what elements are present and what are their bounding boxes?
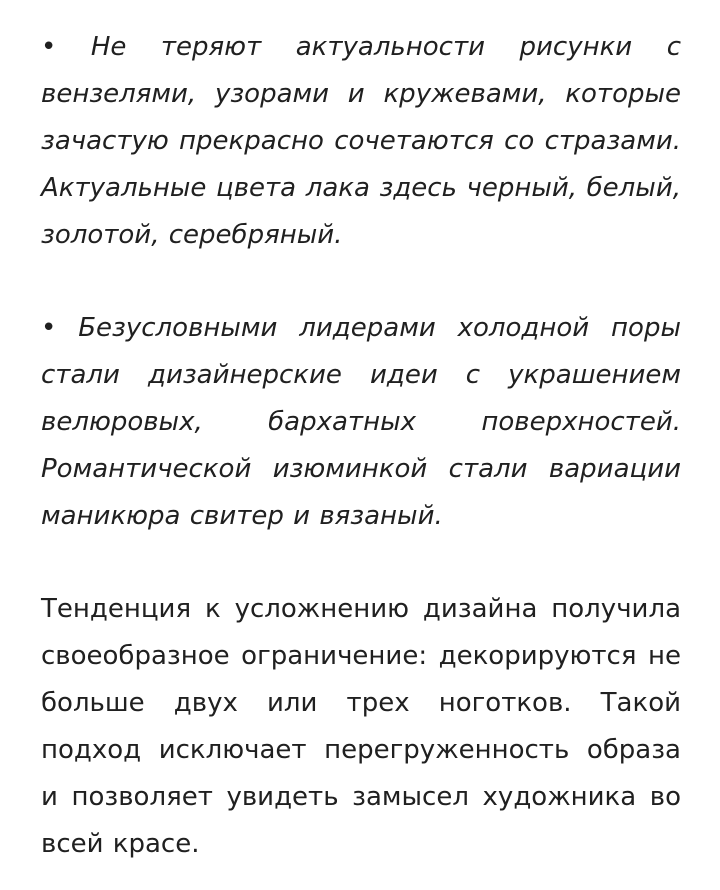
paragraph-decor-patterns: • Не теряют актуальности рисунки с вензелями, узорами и кружевами, которые зачастую прекрасно сочетаются со стразами. Актуальные цвета лака здесь черный, белый, золотой, серебряный. [41, 32, 681, 250]
paragraph-velour-surfaces: • Безусловными лидерами холодной поры стали дизайнерские идеи с украшением велюровых, бархатных поверхностей. Романтической изюминкой стали вариации маникюра свитер и вязаный. [41, 313, 681, 531]
paragraph-design-trend: Тенденция к усложнению дизайна получила своеобразное ограничение: декорируются не больше двух или трех ноготков. Такой подход исключает перегруженность образа и позволяет увидеть замысел художника во всей красе. [41, 594, 681, 859]
article-body [41, 24, 681, 868]
